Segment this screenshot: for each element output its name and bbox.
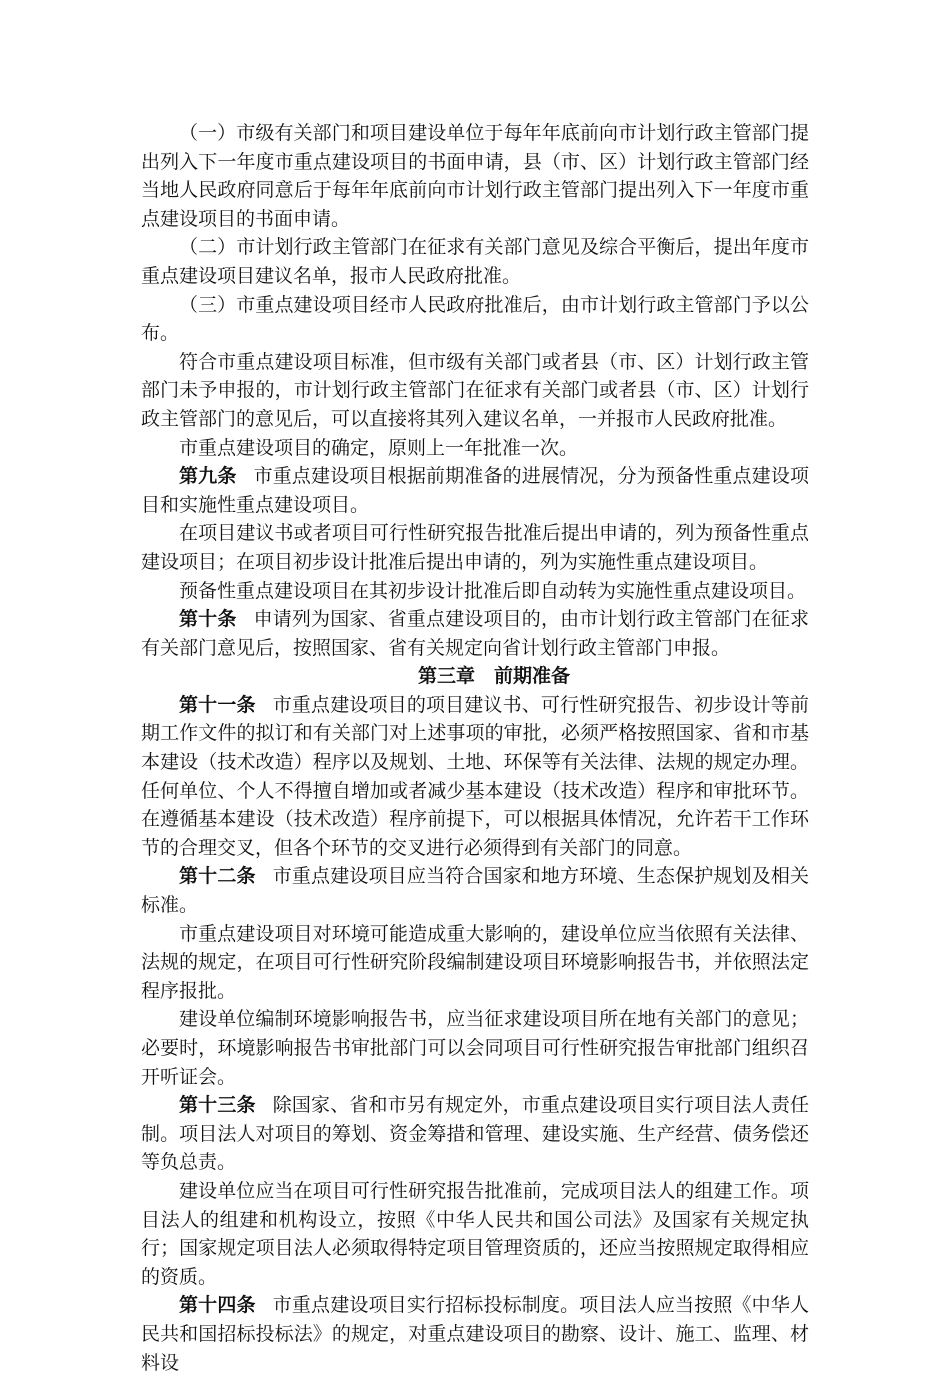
chapter-heading bbox=[141, 662, 809, 691]
article-10 bbox=[141, 605, 809, 662]
article-12-paragraph-2: 建设单位编制环境影响报告书，应当征求建设项目所在地有关部门的意见；必要时，环境影响报告书审批部门可以会同项目可行性研究报告审批部门组织召开听证会。 bbox=[141, 1008, 809, 1088]
article-11 bbox=[141, 691, 809, 863]
article-text: 市重点建设项目根据前期准备的进展情况，分为预备性重点建设项目和实施性重点建设项目。 bbox=[141, 465, 809, 516]
article-number: 第十一条 bbox=[179, 693, 256, 716]
paragraph-item-2: （二）市计划行政主管部门在征求有关部门意见及综合平衡后，提出年度市重点建设项目建议名单，报市人民政府批准。 bbox=[141, 236, 809, 287]
article-13-paragraph-1: 建设单位应当在项目可行性研究报告批准前，完成项目法人的组建工作。项目法人的组建和机构设立，按照《中华人民共和国公司法》及国家有关规定执行；国家规定项目法人必须取得特定项目管理资质的，还应当按照规定取得相应的资质。 bbox=[141, 1179, 809, 1288]
article-12-paragraph-1: 市重点建设项目对环境可能造成重大影响的，建设单位应当依照有关法律、法规的规定，在项目可行性研究阶段编制建设项目环境影响报告书，并依照法定程序报批。 bbox=[141, 922, 809, 1002]
article-9 bbox=[141, 462, 809, 519]
article-12 bbox=[141, 862, 809, 919]
article-9-paragraph-1: 在项目建议书或者项目可行性研究报告批准后提出申请的，列为预备性重点建设项目；在项目初步设计批准后提出申请的，列为实施性重点建设项目。 bbox=[141, 522, 809, 573]
chapter-number: 第三章 bbox=[417, 665, 475, 688]
article-number: 第十三条 bbox=[179, 1094, 256, 1117]
article-14 bbox=[141, 1291, 809, 1377]
article-text: 申请列为国家、省重点建设项目的，由市计划行政主管部门在征求有关部门意见后，按照国家、省有关规定向省计划行政主管部门申报。 bbox=[141, 608, 809, 659]
article-text: 市重点建设项目实行招标投标制度。项目法人应当按照《中华人民共和国招标投标法》的规定，对重点建设项目的勘察、设计、施工、监理、材料设 bbox=[141, 1294, 809, 1374]
article-number: 第十四条 bbox=[179, 1294, 256, 1317]
article-text: 市重点建设项目应当符合国家和地方环境、生态保护规划及相关标准。 bbox=[141, 865, 809, 917]
article-number: 第十条 bbox=[179, 608, 237, 631]
paragraph-item-4: 符合市重点建设项目标准，但市级有关部门或者县（市、区）计划行政主管部门未予申报的，市计划行政主管部门在征求有关部门或者县（市、区）计划行政主管部门的意见后，可以直接将其列入建议名单，一并报市人民政府批准。 bbox=[141, 350, 809, 430]
article-number: 第九条 bbox=[179, 465, 237, 488]
article-text: 市重点建设项目的项目建议书、可行性研究报告、初步设计等前期工作文件的拟订和有关部门对上述事项的审批，必须严格按照国家、省和市基本建设（技术改造）程序以及规划、土地、环保等有关法律、法规的规定办理。任何单位、个人不得擅自增加或者减少基本建设（技术改造）程序和审批环节。在遵循基本建设（技术改造）程序前提下，可以根据具体情况，允许若干工作环节的合理交叉，但各个环节的交叉进行必须得到有关部门的同意。 bbox=[141, 693, 809, 859]
article-number: 第十二条 bbox=[179, 865, 256, 888]
paragraph-item-1: （一）市级有关部门和项目建设单位于每年年底前向市计划行政主管部门提出列入下一年度市重点建设项目的书面申请，县（市、区）计划行政主管部门经当地人民政府同意后于每年年底前向市计划行政主管部门提出列入下一年度市重点建设项目的书面申请。 bbox=[141, 122, 809, 230]
document-body bbox=[141, 119, 809, 1377]
paragraph-item-3: （三）市重点建设项目经市人民政府批准后，由市计划行政主管部门予以公布。 bbox=[141, 293, 809, 345]
chapter-title: 前期准备 bbox=[494, 665, 571, 688]
paragraph-item-5: 市重点建设项目的确定，原则上一年批准一次。 bbox=[179, 436, 579, 459]
article-text: 除国家、省和市另有规定外，市重点建设项目实行项目法人责任制。项目法人对项目的筹划、资金筹措和管理、建设实施、生产经营、债务偿还等负总责。 bbox=[141, 1094, 809, 1174]
article-9-paragraph-2: 预备性重点建设项目在其初步设计批准后即自动转为实施性重点建设项目。 bbox=[179, 579, 807, 602]
article-13 bbox=[141, 1091, 809, 1177]
